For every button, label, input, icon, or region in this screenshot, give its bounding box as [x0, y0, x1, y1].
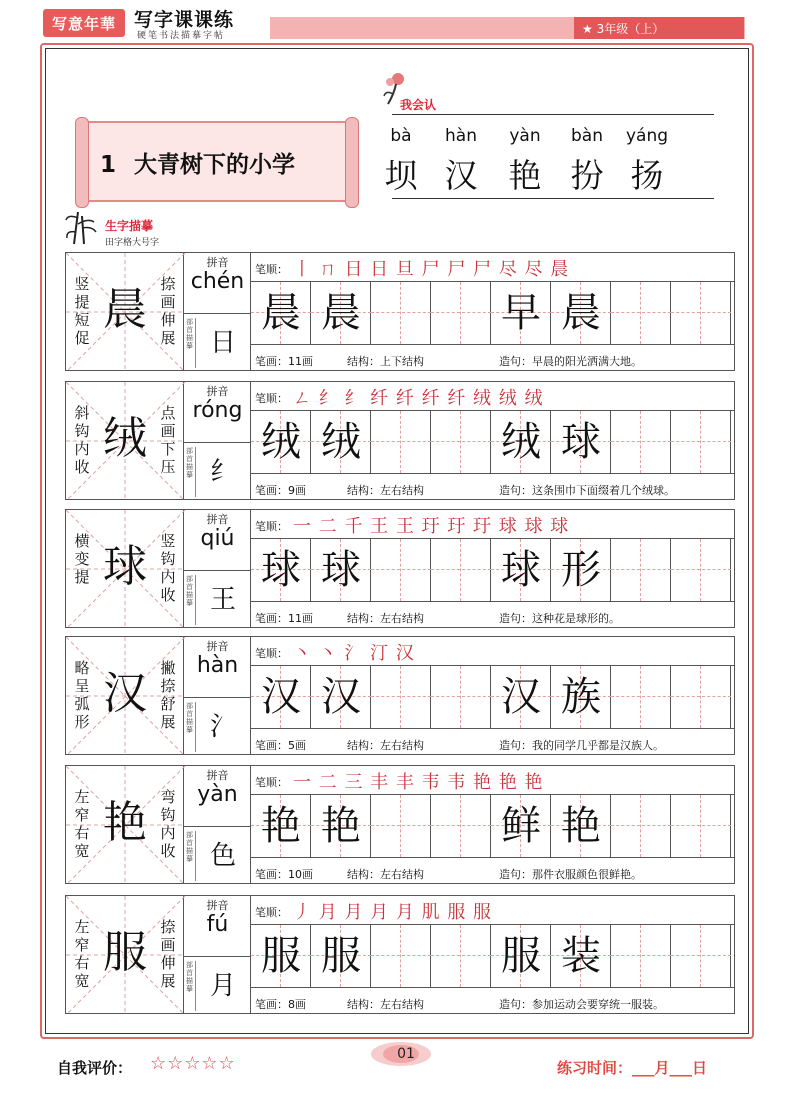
recognize-pinyin: bàn: [571, 126, 603, 146]
practice-char: 晨: [261, 290, 301, 336]
practice-cell[interactable]: [671, 666, 731, 728]
sentence-label: 造句：: [499, 868, 532, 881]
practice-cell[interactable]: [611, 925, 671, 987]
tianzige-grid: [251, 666, 735, 728]
practice-char: 艳: [561, 803, 601, 849]
practice-cell[interactable]: [671, 282, 731, 344]
character-entry: [65, 509, 735, 628]
radical-char: 王: [209, 585, 236, 615]
sentence-label: 造句：: [499, 739, 532, 752]
practice-char: 服: [261, 933, 301, 979]
practice-char: 球: [561, 419, 601, 465]
practice-char: 汉: [501, 674, 541, 720]
stroke-count-value: 11画: [288, 355, 313, 368]
stroke-order-label: 笔顺：: [255, 263, 288, 276]
sentence-value: 那件衣服颜色很鲜艳。: [532, 868, 642, 881]
pinyin-text: fú: [206, 912, 229, 937]
example-sentence: [499, 482, 675, 498]
practice-char: [431, 795, 491, 857]
practice-char: 绒: [501, 419, 541, 465]
recognize-pinyin: yáng: [625, 126, 669, 146]
practice-char: [371, 925, 431, 987]
info-row: [251, 601, 735, 629]
practice-cell[interactable]: [311, 539, 371, 601]
big-char-box: [65, 381, 184, 500]
practice-cell[interactable]: [491, 411, 551, 473]
brand-title: 写字课课练: [134, 9, 235, 31]
practice-cell[interactable]: [491, 282, 551, 344]
practice-char: [431, 666, 491, 728]
practice-cell[interactable]: [251, 411, 311, 473]
practice-char: 绒: [261, 419, 301, 465]
practice-cell[interactable]: [491, 539, 551, 601]
practice-char: 晨: [561, 290, 601, 336]
pinyin-box: [184, 636, 251, 755]
pinyin-text: hàn: [196, 653, 239, 678]
stroke-count: [255, 737, 306, 753]
stroke-count: [255, 866, 313, 882]
practice-cell[interactable]: [671, 411, 731, 473]
pinyin-text: qiú: [200, 526, 235, 551]
sentence-label: 造句：: [499, 484, 532, 497]
stroke-order-label: 笔顺：: [255, 520, 288, 533]
practice-cell[interactable]: [551, 795, 611, 857]
pinyin-label: 拼音: [206, 513, 229, 526]
practice-cell[interactable]: [671, 925, 731, 987]
practice-cell[interactable]: [551, 411, 611, 473]
sentence-value: 我的同学几乎都是汉族人。: [532, 739, 664, 752]
info-row: [251, 728, 735, 756]
brand-logo: 写意年華: [43, 9, 125, 37]
structure: [347, 866, 424, 882]
structure-value: 左右结构: [380, 612, 424, 625]
section-sublabel: 田字格大号字: [105, 238, 160, 248]
practice-char: [671, 282, 731, 344]
stroke-count-label: 笔画：: [255, 484, 288, 497]
character-entry: [65, 765, 735, 884]
example-sentence: [499, 737, 664, 753]
stroke-order-sequence: 丶 丶 氵 汀 汉: [293, 643, 415, 664]
practice-cell[interactable]: [671, 795, 731, 857]
radical-box: [184, 697, 251, 756]
big-character: 绒: [103, 413, 147, 464]
character-entry: [65, 252, 735, 371]
stroke-count-value: 8画: [288, 998, 306, 1011]
practice-char: [671, 411, 731, 473]
practice-cell[interactable]: [311, 411, 371, 473]
practice-cell[interactable]: [251, 925, 311, 987]
practice-char: [611, 282, 671, 344]
recognize-char: 扮: [570, 156, 604, 195]
practice-char: [431, 411, 491, 473]
practice-time: 练习时间：___月___日: [557, 1059, 708, 1077]
stroke-count-label: 笔画：: [255, 612, 288, 625]
big-char-box: [65, 509, 184, 628]
sentence-value: 这条围巾下面缀着几个绒球。: [532, 484, 675, 497]
structure: [347, 353, 424, 369]
practice-cell[interactable]: [431, 666, 491, 728]
practice-char: [671, 795, 731, 857]
radical-label: 部首描摹: [186, 318, 196, 368]
structure: [347, 737, 424, 753]
radical-box: [184, 826, 251, 885]
practice-char: 装: [561, 933, 601, 979]
stroke-count-label: 笔画：: [255, 998, 288, 1011]
pinyin-label: 拼音: [206, 899, 229, 912]
stroke-order-row: [251, 382, 735, 411]
practice-char: [371, 666, 431, 728]
practice-cell[interactable]: [611, 666, 671, 728]
practice-area: [251, 765, 735, 884]
practice-cell[interactable]: [611, 539, 671, 601]
info-row: [251, 987, 735, 1015]
practice-cell[interactable]: [671, 539, 731, 601]
page-number: 01: [397, 1046, 415, 1062]
practice-char: 球: [321, 547, 361, 593]
stroke-count-value: 10画: [288, 868, 313, 881]
practice-cell[interactable]: [251, 282, 311, 344]
stroke-order-sequence: 丿 月 月 月 月 肌 服 服: [293, 902, 493, 923]
stroke-order-sequence: 丨 ㄇ 日 日 旦 尸 尸 尸 尽 尽 晨: [293, 259, 570, 280]
recognize-char: 扬: [630, 156, 664, 195]
left-writing-tip: 竖 提 短 促: [74, 275, 90, 347]
radical-box: [184, 956, 251, 1015]
recognize-char: 艳: [508, 156, 542, 195]
lesson-name: 大青树下的小学: [134, 152, 296, 178]
pinyin-label: 拼音: [206, 256, 229, 269]
structure-label: 结构：: [347, 739, 380, 752]
left-writing-tip: 左 窄 右 宽: [74, 788, 90, 860]
character-entry: [65, 636, 735, 755]
practice-char: 艳: [261, 803, 301, 849]
practice-char: [611, 539, 671, 601]
practice-char: [611, 795, 671, 857]
structure-label: 结构：: [347, 612, 380, 625]
recognize-char: 坝: [384, 156, 418, 195]
practice-cell[interactable]: [491, 666, 551, 728]
practice-char: [371, 795, 431, 857]
pinyin-box: [184, 509, 251, 628]
radical-label: 部首描摹: [186, 831, 196, 881]
radical-box: [184, 313, 251, 372]
recognize-pinyin: bà: [390, 126, 412, 146]
sentence-label: 造句：: [499, 355, 532, 368]
sentence-label: 造句：: [499, 998, 532, 1011]
bamboo-icon: [64, 208, 100, 246]
structure: [347, 996, 424, 1012]
structure: [347, 482, 424, 498]
lesson-title: [100, 146, 295, 179]
recognize-label: 我会认: [400, 98, 437, 112]
big-character: 汉: [103, 668, 147, 719]
practice-char: 球: [501, 547, 541, 593]
big-character: 球: [103, 541, 147, 592]
stroke-count-value: 11画: [288, 612, 313, 625]
practice-char: [671, 666, 731, 728]
practice-cell[interactable]: [371, 666, 431, 728]
tianzige-grid: [251, 539, 735, 601]
example-sentence: [499, 866, 642, 882]
practice-char: [671, 925, 731, 987]
section-label: 生字描摹: [105, 219, 154, 233]
stroke-order-row: [251, 637, 735, 666]
example-sentence: [499, 610, 620, 626]
practice-cell[interactable]: [611, 411, 671, 473]
structure: [347, 610, 424, 626]
practice-char: [431, 539, 491, 601]
stroke-count-label: 笔画：: [255, 739, 288, 752]
practice-char: 晨: [321, 290, 361, 336]
left-writing-tip: 斜 钩 内 收: [74, 404, 90, 476]
practice-char: [611, 925, 671, 987]
stroke-order-sequence: 一 二 三 丰 丰 韦 韦 艳 艳 艳: [293, 772, 544, 793]
practice-cell[interactable]: [371, 539, 431, 601]
structure-value: 上下结构: [380, 355, 424, 368]
right-writing-tip: 捺 画 伸 展: [160, 275, 176, 347]
radical-label: 部首描摹: [186, 447, 196, 497]
practice-char: 服: [321, 933, 361, 979]
info-row: [251, 473, 735, 501]
pinyin-label: 拼音: [206, 640, 229, 653]
pinyin-text: róng: [192, 398, 243, 423]
big-char-box: [65, 252, 184, 371]
practice-cell[interactable]: [311, 925, 371, 987]
big-char-box: [65, 895, 184, 1014]
divider: [392, 114, 714, 115]
structure-value: 左右结构: [380, 484, 424, 497]
recognize-pinyin: hàn: [445, 126, 477, 146]
stroke-count-label: 笔画：: [255, 868, 288, 881]
stroke-order-row: [251, 253, 735, 282]
left-writing-tip: 左 窄 右 宽: [74, 918, 90, 990]
stroke-order-label: 笔顺：: [255, 906, 288, 919]
pinyin-text: yàn: [197, 782, 238, 807]
tianzige-grid: [251, 282, 735, 344]
practice-area: [251, 636, 735, 755]
practice-cell[interactable]: [431, 925, 491, 987]
tianzige-grid: [251, 411, 735, 473]
radical-char: 氵: [209, 712, 236, 742]
practice-cell[interactable]: [371, 925, 431, 987]
big-character: 服: [103, 927, 147, 978]
sentence-label: 造句：: [499, 612, 532, 625]
stroke-count-value: 5画: [288, 739, 306, 752]
practice-char: 鲜: [501, 803, 541, 849]
divider: [392, 198, 714, 199]
practice-cell[interactable]: [551, 666, 611, 728]
practice-cell[interactable]: [311, 282, 371, 344]
practice-char: [371, 539, 431, 601]
practice-cell[interactable]: [371, 282, 431, 344]
practice-char: [431, 282, 491, 344]
practice-char: [371, 282, 431, 344]
pinyin-box: [184, 765, 251, 884]
practice-area: [251, 252, 735, 371]
recognize-char: 汉: [444, 156, 478, 195]
practice-area: [251, 509, 735, 628]
tianzige-grid: [251, 925, 735, 987]
pinyin-box: [184, 895, 251, 1014]
structure-value: 左右结构: [380, 868, 424, 881]
radical-label: 部首描摹: [186, 961, 196, 1011]
pinyin-box: [184, 381, 251, 500]
practice-char: 汉: [321, 674, 361, 720]
stroke-count: [255, 353, 313, 369]
radical-char: 日: [209, 328, 236, 358]
practice-cell[interactable]: [431, 539, 491, 601]
rating-stars[interactable]: ☆☆☆☆☆: [150, 1053, 236, 1074]
practice-cell[interactable]: [431, 282, 491, 344]
practice-cell[interactable]: [551, 282, 611, 344]
practice-cell[interactable]: [371, 795, 431, 857]
practice-cell[interactable]: [611, 282, 671, 344]
sentence-value: 早晨的阳光洒满大地。: [532, 355, 642, 368]
sentence-value: 这种花是球形的。: [532, 612, 620, 625]
radical-char: 月: [209, 971, 236, 1001]
radical-char: 色: [209, 841, 236, 871]
practice-cell[interactable]: [551, 539, 611, 601]
structure-label: 结构：: [347, 998, 380, 1011]
practice-cell[interactable]: [491, 795, 551, 857]
practice-cell[interactable]: [311, 795, 371, 857]
right-writing-tip: 竖 钩 内 收: [160, 532, 176, 604]
stroke-count: [255, 996, 306, 1012]
stroke-order-label: 笔顺：: [255, 776, 288, 789]
structure-label: 结构：: [347, 484, 380, 497]
stroke-count-value: 9画: [288, 484, 306, 497]
left-writing-tip: 横 变 提: [74, 532, 90, 586]
self-evaluation-label: 自我评价：: [57, 1059, 133, 1077]
character-entry: [65, 895, 735, 1014]
structure-label: 结构：: [347, 355, 380, 368]
practice-area: [251, 895, 735, 1014]
pinyin-text: chén: [190, 269, 245, 294]
practice-char: 形: [561, 547, 601, 593]
stroke-order-row: [251, 766, 735, 795]
structure-value: 左右结构: [380, 739, 424, 752]
example-sentence: [499, 996, 664, 1012]
practice-char: 族: [561, 674, 601, 720]
big-character: 艳: [103, 797, 147, 848]
practice-char: 绒: [321, 419, 361, 465]
right-writing-tip: 点 画 下 压: [160, 404, 176, 476]
stroke-order-label: 笔顺：: [255, 392, 288, 405]
practice-char: [671, 539, 731, 601]
practice-char: 汉: [261, 674, 301, 720]
right-writing-tip: 捺 画 伸 展: [160, 918, 176, 990]
sentence-value: 参加运动会要穿统一服装。: [532, 998, 664, 1011]
practice-char: [611, 666, 671, 728]
stroke-order-label: 笔顺：: [255, 647, 288, 660]
practice-cell[interactable]: [431, 795, 491, 857]
practice-char: 服: [501, 933, 541, 979]
practice-char: [431, 925, 491, 987]
stroke-count: [255, 610, 313, 626]
radical-box: [184, 442, 251, 501]
practice-cell[interactable]: [251, 666, 311, 728]
radical-char: 纟: [209, 457, 236, 487]
stroke-order-row: [251, 896, 735, 925]
practice-cell[interactable]: [311, 666, 371, 728]
big-char-box: [65, 636, 184, 755]
brand-subtitle: 硬笔书法描摹字帖: [137, 31, 226, 41]
structure-value: 左右结构: [380, 998, 424, 1011]
practice-area: [251, 381, 735, 500]
right-writing-tip: 撇 捺 舒 展: [160, 659, 176, 731]
pinyin-label: 拼音: [206, 769, 229, 782]
practice-cell[interactable]: [431, 411, 491, 473]
practice-char: [611, 411, 671, 473]
lesson-number: 1: [100, 152, 117, 178]
practice-cell[interactable]: [251, 795, 311, 857]
info-row: [251, 344, 735, 372]
recognize-pinyin: yàn: [509, 126, 541, 146]
stroke-order-sequence: 一 二 千 王 王 玗 玗 玗 球 球 球: [293, 516, 570, 537]
practice-char: [371, 411, 431, 473]
example-sentence: [499, 353, 642, 369]
practice-cell[interactable]: [251, 539, 311, 601]
tianzige-grid: [251, 795, 735, 857]
radical-label: 部首描摹: [186, 575, 196, 625]
practice-char: 球: [261, 547, 301, 593]
character-entry: [65, 381, 735, 500]
radical-box: [184, 570, 251, 629]
stroke-order-row: [251, 510, 735, 539]
stroke-count-label: 笔画：: [255, 355, 288, 368]
big-char-box: [65, 765, 184, 884]
practice-cell[interactable]: [551, 925, 611, 987]
practice-char: 早: [501, 290, 541, 336]
info-row: [251, 857, 735, 885]
stroke-order-sequence: ㄥ 纟 纟 纤 纤 纤 纤 绒 绒 绒: [293, 388, 544, 409]
practice-cell[interactable]: [371, 411, 431, 473]
grade-badge: ★ 3年级（上）: [574, 17, 744, 39]
practice-cell[interactable]: [611, 795, 671, 857]
pinyin-label: 拼音: [206, 385, 229, 398]
pinyin-box: [184, 252, 251, 371]
right-writing-tip: 弯 钩 内 收: [160, 788, 176, 860]
structure-label: 结构：: [347, 868, 380, 881]
big-character: 晨: [103, 284, 147, 335]
practice-char: 艳: [321, 803, 361, 849]
stroke-count: [255, 482, 306, 498]
practice-cell[interactable]: [491, 925, 551, 987]
left-writing-tip: 略 呈 弧 形: [74, 659, 90, 731]
radical-label: 部首描摹: [186, 702, 196, 752]
